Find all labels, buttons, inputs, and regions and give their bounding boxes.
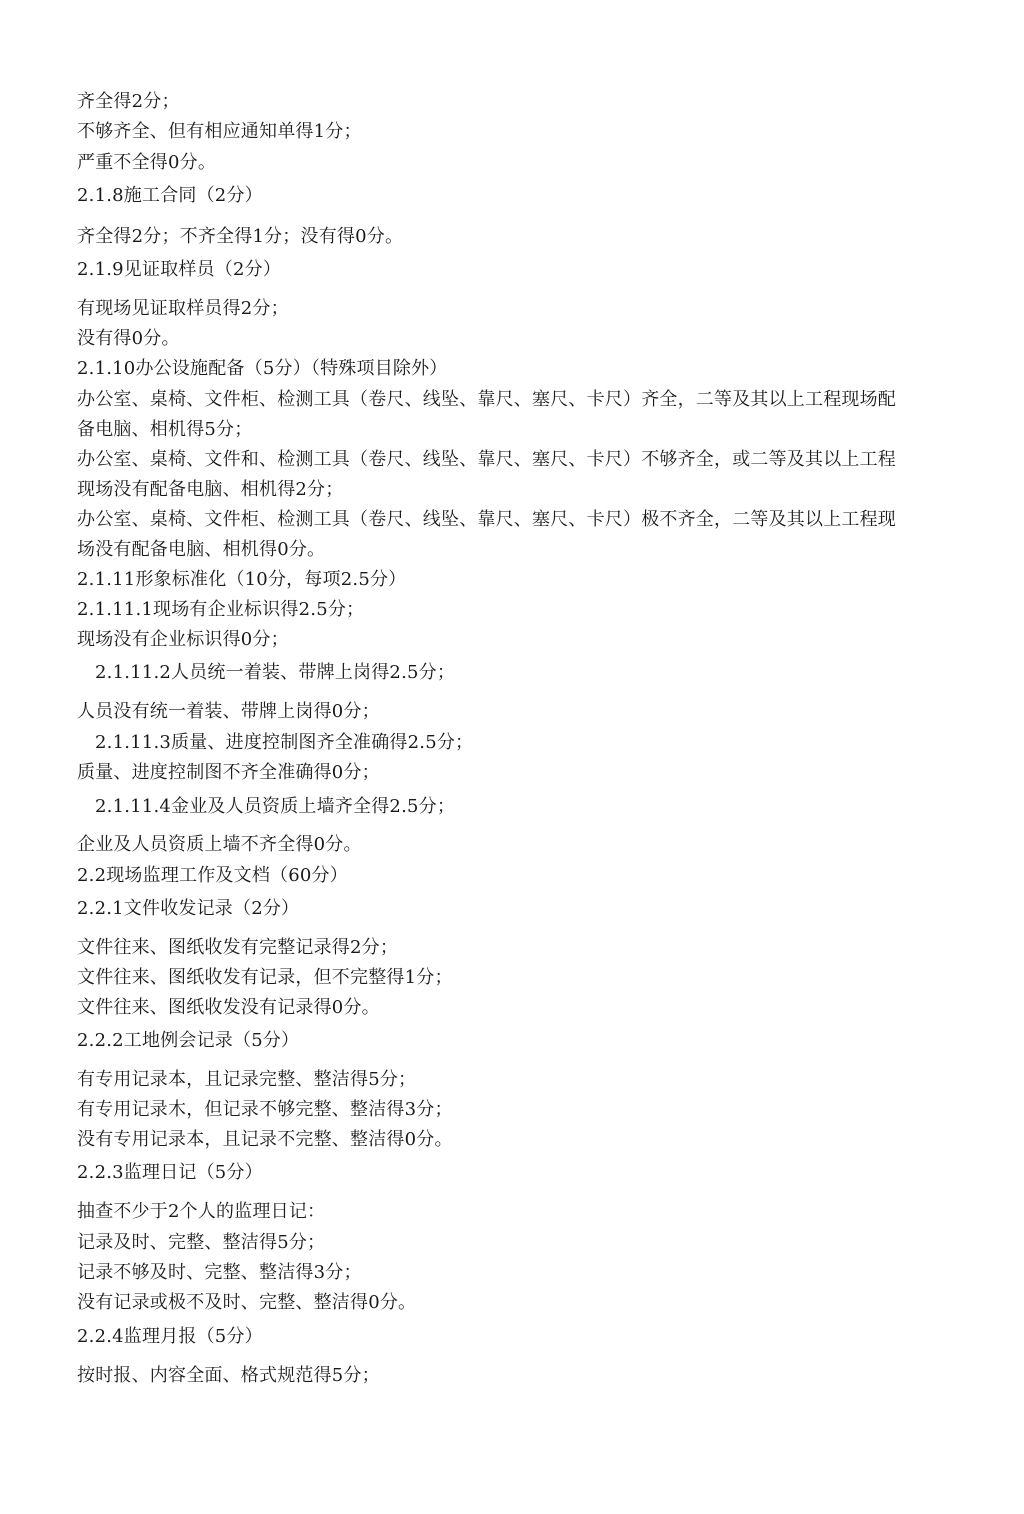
- text-line: 人员没有统一着装、带牌上岗得0分；: [77, 701, 380, 722]
- sub-heading: 2.1.11.3质量、进度控制图齐全准确得2.5分；: [95, 732, 474, 753]
- section-heading: 2.1.8施工合同（2分）: [77, 185, 263, 206]
- section-heading: 2.1.9见证取样员（2分）: [77, 259, 282, 280]
- text-line: 记录及时、完整、整洁得5分；: [77, 1232, 326, 1253]
- sub-heading: 2.1.11.1现场有企业标识得2.5分；: [77, 599, 365, 620]
- text-line: 严重不全得0分。: [77, 152, 217, 173]
- text-line: 文件往来、图纸收发没有记录得0分。: [77, 997, 380, 1018]
- text-line: 按时报、内容全面、格式规范得5分；: [77, 1365, 380, 1386]
- text-line: 企业及人员资质上墙不齐全得0分。: [77, 834, 362, 855]
- section-heading: 2.1.11形象标准化（10分，每项2.5分）: [77, 569, 407, 590]
- text-line: 齐全得2分；: [77, 91, 180, 112]
- section-heading: 2.2.3监理日记（5分）: [77, 1162, 263, 1183]
- text-line: 场没有配备电脑、相机得0分。: [77, 539, 326, 560]
- section-heading: 2.2现场监理工作及文档（60分）: [77, 865, 348, 886]
- sub-heading: 2.1.11.2人员统一着装、带牌上岗得2.5分；: [95, 662, 456, 683]
- text-line: 有专用记录木，但记录不够完整、整洁得3分；: [77, 1099, 453, 1120]
- text-line: 抽查不少于2个人的监理日记：: [77, 1201, 326, 1222]
- text-line: 现场没有企业标识得0分；: [77, 629, 289, 650]
- text-line: 不够齐全、但有相应通知单得1分；: [77, 121, 362, 142]
- text-line: 有专用记录本，且记录完整、整洁得5分；: [77, 1069, 417, 1090]
- section-heading: 2.2.4监理月报（5分）: [77, 1326, 263, 1347]
- section-heading: 2.1.10办公设施配备（5分）（特殊项目除外）: [77, 358, 448, 379]
- text-line: 记录不够及时、完整、整洁得3分；: [77, 1262, 362, 1283]
- section-heading: 2.2.2工地例会记录（5分）: [77, 1030, 300, 1051]
- text-line: 没有记录或极不及时、完整、整洁得0分。: [77, 1292, 417, 1313]
- text-line: 办公室、桌椅、文件柜、检测工具（卷尺、线坠、靠尺、塞尺、卡尺）齐全，二等及其以上工程现场配: [77, 389, 896, 410]
- text-line: 文件往来、图纸收发有完整记录得2分；: [77, 937, 399, 958]
- text-line: 备电脑、相机得5分；: [77, 419, 253, 440]
- text-line: 文件往来、图纸收发有记录，但不完整得1分；: [77, 967, 453, 988]
- text-line: 没有专用记录本，且记录不完整、整洁得0分。: [77, 1129, 453, 1150]
- text-line: 有现场见证取样员得2分；: [77, 298, 289, 319]
- text-line: 现场没有配备电脑、相机得2分；: [77, 479, 344, 500]
- text-line: 办公室、桌椅、文件和、检测工具（卷尺、线坠、靠尺、塞尺、卡尺）不够齐全，或二等及其以上工程: [77, 449, 896, 470]
- sub-heading: 2.1.11.4金业及人员资质上墙齐全得2.5分；: [95, 796, 456, 817]
- text-line: 质量、进度控制图不齐全准确得0分；: [77, 762, 380, 783]
- section-heading: 2.2.1文件收发记录（2分）: [77, 898, 300, 919]
- text-line: 齐全得2分；不齐全得1分；没有得0分。: [77, 226, 404, 247]
- text-line: 没有得0分。: [77, 328, 180, 349]
- text-line: 办公室、桌椅、文件柜、检测工具（卷尺、线坠、靠尺、塞尺、卡尺）极不齐全，二等及其以上工程现: [77, 509, 896, 530]
